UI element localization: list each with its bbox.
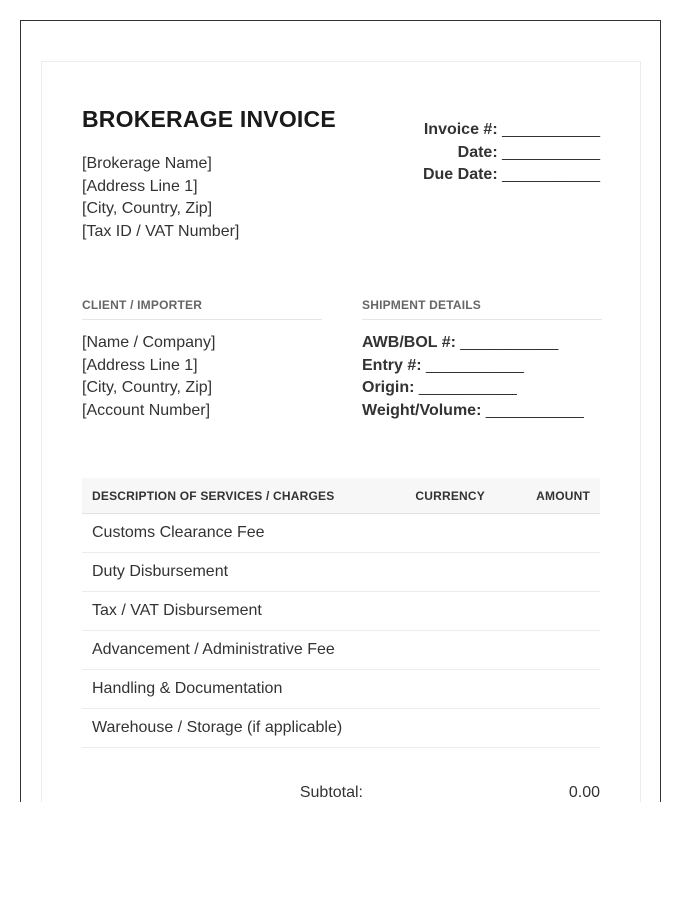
header-description: DESCRIPTION OF SERVICES / CHARGES bbox=[92, 489, 335, 503]
row-description: Tax / VAT Disbursement bbox=[92, 602, 262, 619]
invoice-date-label: Date: bbox=[457, 143, 498, 161]
subtotal-label: Subtotal: bbox=[299, 784, 363, 801]
table-row bbox=[82, 514, 600, 553]
header-amount: AMOUNT bbox=[536, 489, 590, 503]
entry-row bbox=[362, 355, 584, 378]
row-description: Warehouse / Storage (if applicable) bbox=[92, 719, 343, 736]
document-viewer-frame bbox=[20, 20, 661, 802]
subtotal-row bbox=[82, 784, 600, 802]
charges-table bbox=[82, 478, 600, 748]
origin-label: Origin: bbox=[362, 379, 415, 396]
client-heading: CLIENT / IMPORTER bbox=[82, 298, 322, 320]
shipment-heading: SHIPMENT DETAILS bbox=[362, 298, 602, 320]
charges-table-header bbox=[82, 478, 600, 514]
entry-field: ___________ bbox=[426, 356, 524, 374]
client-name: [Name / Company] bbox=[82, 334, 216, 351]
invoice-date-row bbox=[423, 142, 600, 165]
issuer-address: [Address Line 1] bbox=[82, 177, 198, 195]
table-row bbox=[82, 631, 600, 670]
weight-field: ___________ bbox=[485, 401, 584, 419]
due-date-field: ___________ bbox=[502, 166, 600, 183]
awb-row bbox=[362, 332, 584, 355]
client-address: [Address Line 1] bbox=[82, 356, 198, 374]
invoice-number-row bbox=[423, 119, 600, 142]
issuer-block bbox=[82, 153, 239, 243]
invoice-date-field: ___________ bbox=[502, 143, 600, 161]
due-date-row bbox=[423, 164, 600, 187]
subtotal-value: 0.00 bbox=[568, 784, 600, 801]
invoice-meta bbox=[423, 119, 600, 187]
shipment-block bbox=[362, 332, 584, 422]
weight-row bbox=[362, 400, 584, 423]
table-row bbox=[82, 670, 600, 709]
invoice-number-field: ___________ bbox=[502, 121, 600, 138]
row-description: Handling & Documentation bbox=[92, 680, 283, 697]
issuer-name: [Brokerage Name] bbox=[82, 155, 212, 172]
row-description: Duty Disbursement bbox=[92, 563, 229, 580]
origin-field: ___________ bbox=[418, 379, 517, 396]
table-row bbox=[82, 709, 600, 748]
entry-label: Entry #: bbox=[362, 356, 422, 374]
client-account: [Account Number] bbox=[82, 401, 211, 419]
issuer-tax-id: [Tax ID / VAT Number] bbox=[82, 222, 240, 240]
issuer-city: [City, Country, Zip] bbox=[82, 200, 213, 217]
awb-field: ___________ bbox=[460, 334, 559, 351]
due-date-label: Due Date: bbox=[422, 166, 498, 183]
table-row bbox=[82, 592, 600, 631]
invoice-title: BROKERAGE INVOICE bbox=[82, 106, 336, 132]
table-row bbox=[82, 553, 600, 592]
awb-label: AWB/BOL #: bbox=[362, 334, 456, 351]
header-currency: CURRENCY bbox=[415, 489, 485, 503]
weight-label: Weight/Volume: bbox=[362, 401, 482, 419]
client-city: [City, Country, Zip] bbox=[82, 379, 213, 396]
row-description: Customs Clearance Fee bbox=[92, 524, 265, 541]
invoice-page bbox=[41, 61, 641, 802]
origin-row bbox=[362, 377, 584, 400]
row-description: Advancement / Administrative Fee bbox=[92, 641, 335, 658]
client-block bbox=[82, 332, 215, 422]
invoice-number-label: Invoice #: bbox=[423, 121, 498, 138]
